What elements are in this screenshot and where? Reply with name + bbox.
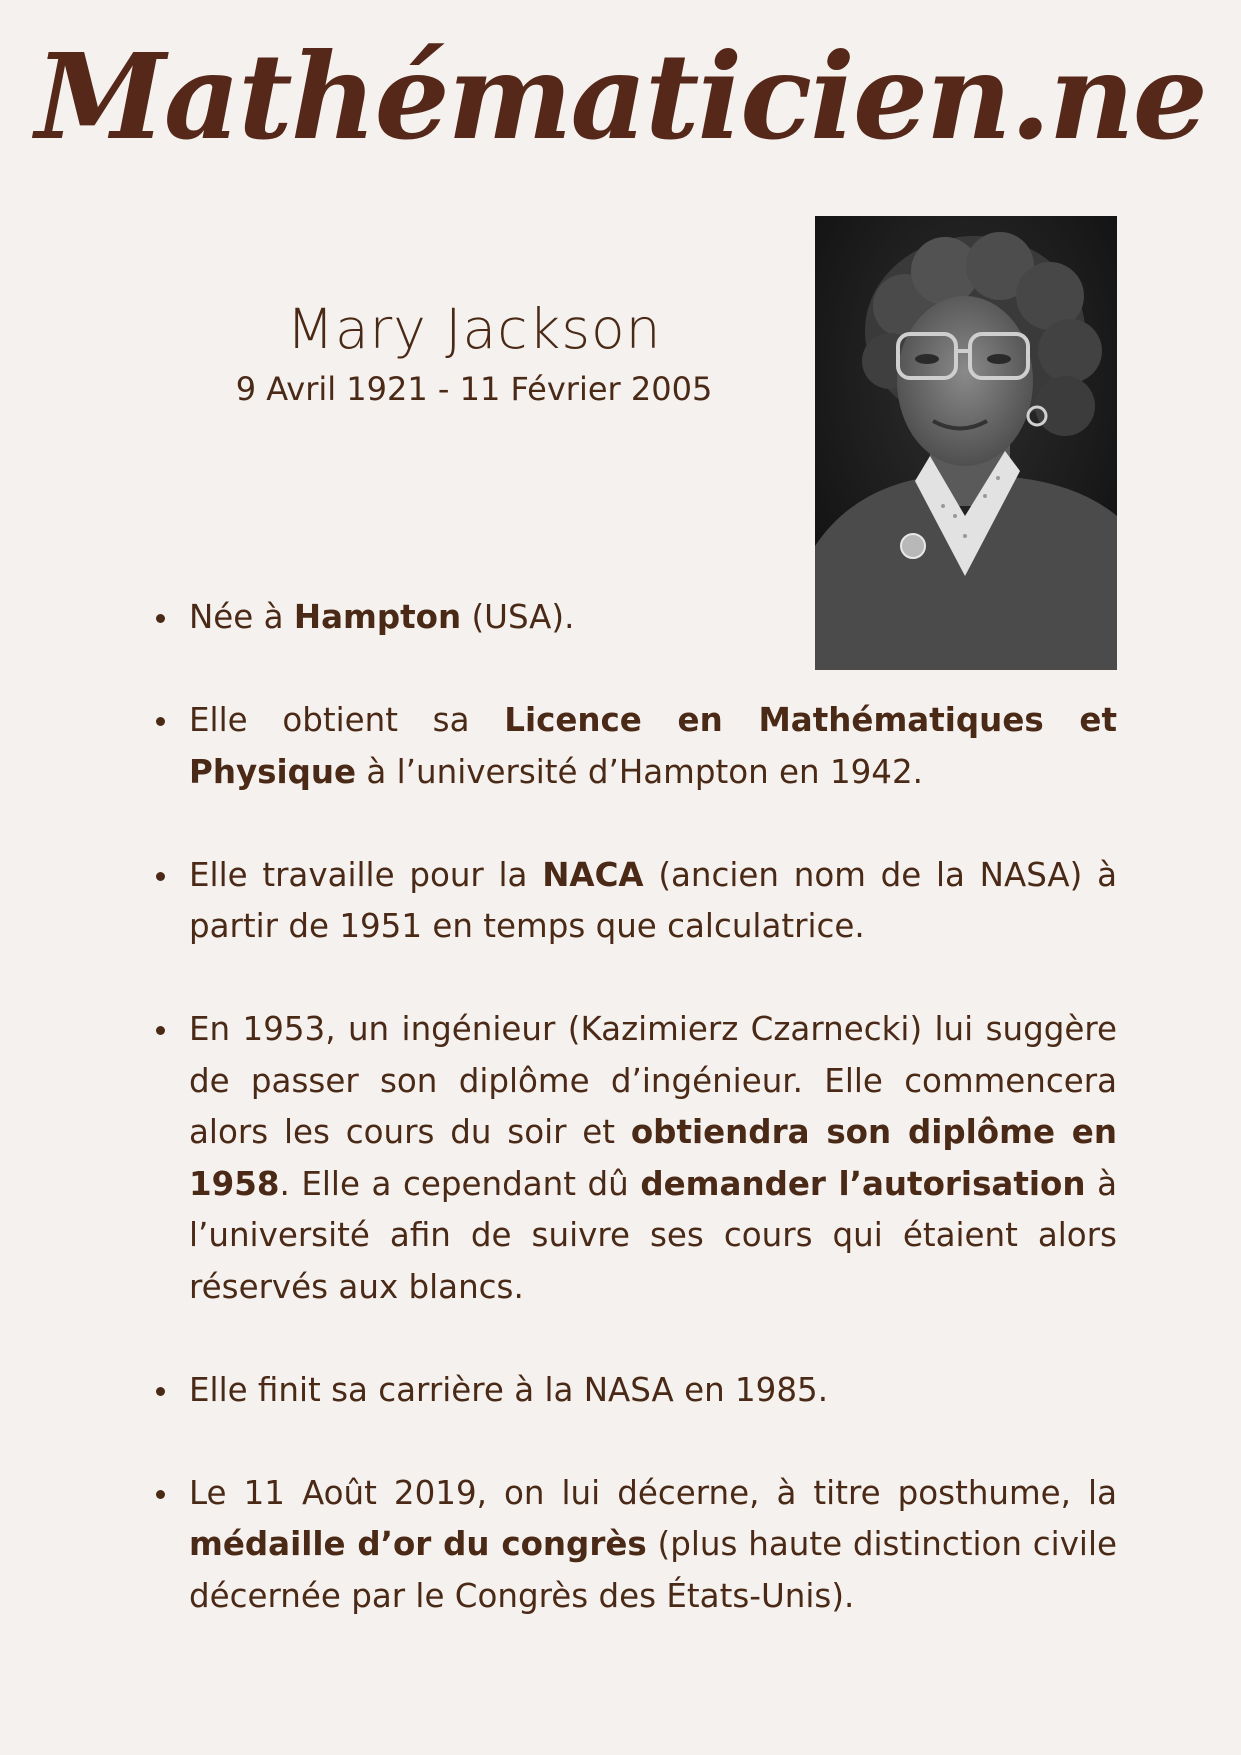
fact-text: (USA). xyxy=(461,598,575,636)
list-item xyxy=(150,695,1117,798)
fact-emphasis: médaille d’or du congrès xyxy=(189,1525,647,1563)
fact-emphasis: NACA xyxy=(542,855,644,894)
list-item xyxy=(150,1004,1117,1313)
fact-text: (ancien nom de la NASA) à partir de 1951 en temps que calculatrice. xyxy=(189,855,1117,945)
facts-list xyxy=(150,592,1117,1674)
list-item xyxy=(150,1468,1117,1623)
fact-text: . Elle a cependant dû xyxy=(279,1164,641,1203)
fact-emphasis: obtiendra son diplôme en 1958 xyxy=(189,1113,1117,1203)
fact-text: Elle travaille pour la xyxy=(189,855,543,894)
list-item xyxy=(150,850,1117,953)
fact-emphasis: Licence en Mathématiques et Physique xyxy=(189,701,1117,791)
list-item xyxy=(150,1365,1117,1417)
fact-text: à l’université afin de suivre ses cours qui étaient alors réservés aux blancs. xyxy=(189,1164,1117,1306)
list-item xyxy=(150,592,1117,644)
fact-text: Le 11 Août 2019, on lui décerne, à titre posthume, la xyxy=(189,1473,1117,1512)
fact-emphasis: Hampton xyxy=(293,598,462,636)
fact-text: Née à xyxy=(189,598,294,636)
fact-text: à l’université d’Hampton en 1942. xyxy=(356,752,923,791)
fact-text: (plus haute distinction civile décernée par le Congrès des États-Unis). xyxy=(189,1525,1117,1615)
fact-text: En 1953, un ingénieur (Kazimierz Czarnecki) lui suggère de passer son diplôme d’ingénieur. Elle commencera alors les cours du soir et xyxy=(189,1010,1117,1151)
fact-text: Elle obtient sa xyxy=(189,701,505,739)
person-name: Mary Jackson xyxy=(286,297,662,361)
person-dates: 9 Avril 1921 - 11 Février 2005 xyxy=(235,370,713,408)
fact-text: Elle finit sa carrière à la NASA en 1985. xyxy=(189,1370,829,1409)
page-title: Mathématicien.ne xyxy=(35,27,1206,166)
fact-emphasis: demander l’autorisation xyxy=(640,1164,1086,1203)
